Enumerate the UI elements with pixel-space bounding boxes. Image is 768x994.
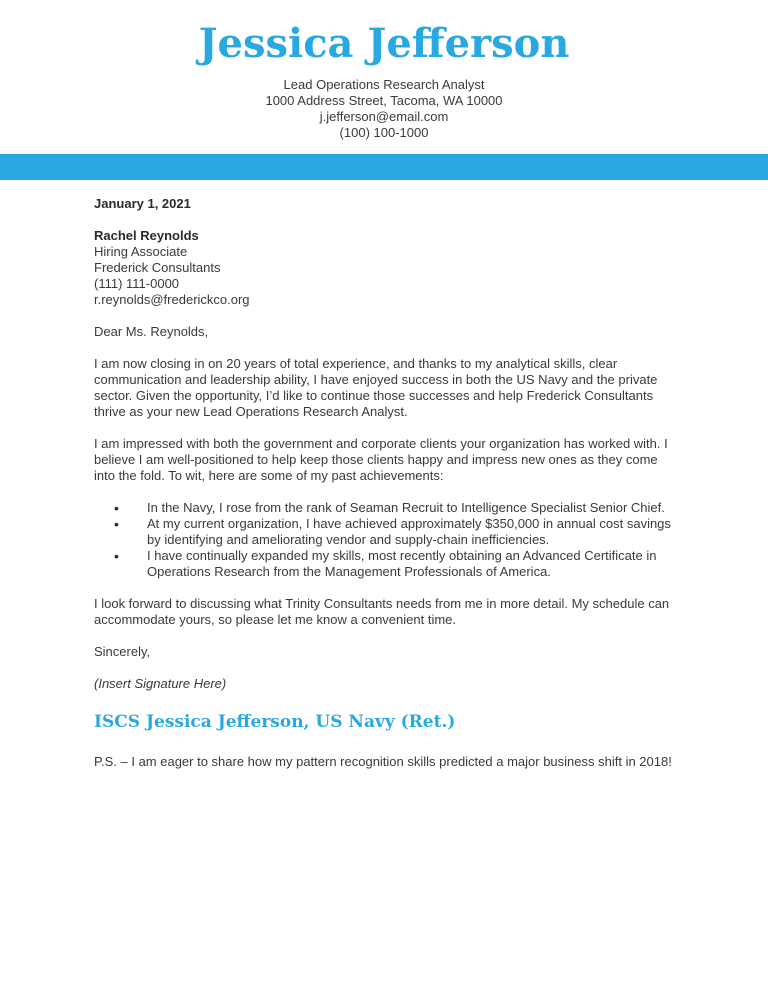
letter-header: [0, 0, 768, 141]
body-paragraph-2: I am impressed with both the government and corporate clients your organization has worked with. I believe I am well-positioned to help keep those clients happy and impress new ones as they come into the fold. To wit, here are some of my past achievements:: [94, 436, 668, 483]
applicant-address: 1000 Address Street, Tacoma, WA 10000: [265, 93, 503, 108]
achievements-list: [94, 500, 678, 580]
applicant-job-title: Lead Operations Research Analyst: [283, 77, 485, 92]
signature-placeholder: (Insert Signature Here): [94, 676, 227, 691]
achievement-item-1: • In the Navy, I rose from the rank of Seaman Recruit to Intelligence Specialist Senior Chief.: [94, 500, 678, 516]
accent-divider-bar: [0, 154, 768, 180]
recipient-company: Frederick Consultants: [94, 260, 221, 275]
achievement-item-3: • I have continually expanded my skills, most recently obtaining an Advanced Certificate in Operations Research from the Management Professionals of America.: [94, 548, 678, 580]
closing-paragraph: I look forward to discussing what Trinity Consultants needs from me in more detail. My schedule can accommodate yours, so please let me know a convenient time.: [94, 596, 670, 627]
recipient-title: Hiring Associate: [94, 244, 188, 259]
letter-body: [0, 196, 768, 770]
body-paragraph-1: I am now closing in on 20 years of total experience, and thanks to my analytical skills, clear communication and leadership ability, I have enjoyed success in both the US Navy and the private sector. Given the opportunity, I’d like to continue those successes and help Frederick Consultants thrive as your new Lead Operations Research Analyst.: [94, 356, 658, 419]
signature-name: ISCS Jessica Jefferson, US Navy (Ret.): [94, 712, 456, 732]
applicant-email: j.jefferson@email.com: [319, 109, 449, 124]
achievement-item-2: • At my current organization, I have achieved approximately $350,000 in annual cost savings by identifying and ameliorating vendor and supply-chain inefficiencies.: [94, 516, 678, 548]
valediction: Sincerely,: [94, 644, 151, 659]
recipient-email: r.reynolds@frederickco.org: [94, 292, 250, 307]
recipient-phone: (111) 111-0000: [94, 276, 180, 291]
recipient-name: Rachel Reynolds: [94, 228, 199, 243]
applicant-name: Jessica Jefferson: [198, 20, 570, 67]
letter-date: January 1, 2021: [94, 196, 191, 211]
recipient-block: [94, 228, 678, 308]
postscript: P.S. – I am eager to share how my pattern recognition skills predicted a major business shift in 2018!: [94, 754, 672, 769]
contact-block: [0, 77, 768, 141]
applicant-phone: (100) 100-1000: [339, 125, 429, 140]
salutation: Dear Ms. Reynolds,: [94, 324, 209, 339]
